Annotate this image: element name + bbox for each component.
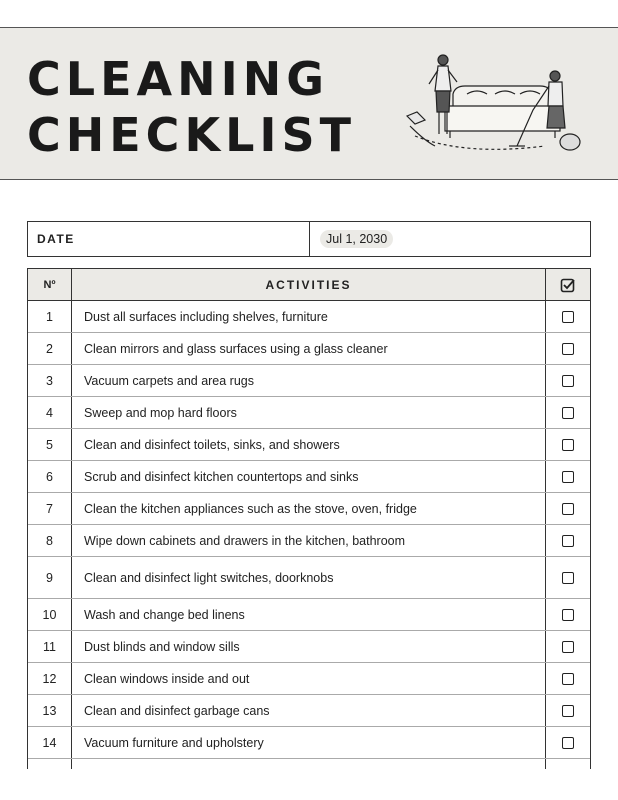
checkbox[interactable] bbox=[562, 737, 574, 749]
table-row bbox=[28, 429, 590, 461]
checkbox[interactable] bbox=[562, 407, 574, 419]
row-activity: Clean and disinfect light switches, doorknobs bbox=[72, 557, 546, 598]
row-activity: Dust blinds and window sills bbox=[72, 631, 546, 662]
row-activity: Scrub and disinfect kitchen countertops and sinks bbox=[72, 461, 546, 492]
row-activity: Dust all surfaces including shelves, furniture bbox=[72, 301, 546, 332]
table-row bbox=[28, 493, 590, 525]
table-row bbox=[28, 525, 590, 557]
table-row bbox=[28, 365, 590, 397]
cell-check bbox=[546, 759, 590, 769]
row-activity: Clean the kitchen appliances such as the stove, oven, fridge bbox=[72, 493, 546, 524]
row-check-cell bbox=[546, 695, 590, 726]
date-label: DATE bbox=[28, 222, 310, 256]
table-row-partial bbox=[28, 759, 590, 769]
row-activity: Sweep and mop hard floors bbox=[72, 397, 546, 428]
row-number: 1 bbox=[28, 301, 72, 332]
row-activity: Wash and change bed linens bbox=[72, 599, 546, 630]
table-row bbox=[28, 631, 590, 663]
page-title bbox=[27, 51, 356, 163]
row-activity: Vacuum carpets and area rugs bbox=[72, 365, 546, 396]
date-row bbox=[27, 221, 591, 257]
row-number: 9 bbox=[28, 557, 72, 598]
table-row bbox=[28, 557, 590, 599]
row-activity: Vacuum furniture and upholstery bbox=[72, 727, 546, 758]
row-check-cell bbox=[546, 397, 590, 428]
row-check-cell bbox=[546, 461, 590, 492]
table-row bbox=[28, 461, 590, 493]
checkbox[interactable] bbox=[562, 673, 574, 685]
checkbox[interactable] bbox=[562, 471, 574, 483]
cleaning-people-illustration bbox=[405, 46, 605, 161]
checkbox[interactable] bbox=[562, 503, 574, 515]
column-header-number: Nº bbox=[28, 269, 72, 300]
row-number: 14 bbox=[28, 727, 72, 758]
row-activity: Clean mirrors and glass surfaces using a glass cleaner bbox=[72, 333, 546, 364]
cell-number bbox=[28, 759, 72, 769]
row-activity: Wipe down cabinets and drawers in the kitchen, bathroom bbox=[72, 525, 546, 556]
row-check-cell bbox=[546, 631, 590, 662]
table-row bbox=[28, 663, 590, 695]
row-number: 10 bbox=[28, 599, 72, 630]
checkbox-checked-icon bbox=[560, 277, 576, 293]
row-number: 7 bbox=[28, 493, 72, 524]
checkbox[interactable] bbox=[562, 535, 574, 547]
table-row bbox=[28, 301, 590, 333]
row-check-cell bbox=[546, 525, 590, 556]
row-check-cell bbox=[546, 557, 590, 598]
checkbox[interactable] bbox=[562, 343, 574, 355]
checkbox[interactable] bbox=[562, 311, 574, 323]
row-number: 12 bbox=[28, 663, 72, 694]
row-number: 5 bbox=[28, 429, 72, 460]
row-number: 11 bbox=[28, 631, 72, 662]
row-check-cell bbox=[546, 429, 590, 460]
date-value-cell[interactable] bbox=[310, 222, 393, 256]
table-row bbox=[28, 397, 590, 429]
row-number: 3 bbox=[28, 365, 72, 396]
table-body bbox=[28, 301, 590, 759]
table-row bbox=[28, 599, 590, 631]
column-header-check bbox=[546, 269, 590, 300]
table-row bbox=[28, 695, 590, 727]
table-header bbox=[28, 269, 590, 301]
date-value[interactable]: Jul 1, 2030 bbox=[320, 230, 393, 248]
row-check-cell bbox=[546, 727, 590, 758]
table-row bbox=[28, 333, 590, 365]
row-activity: Clean and disinfect garbage cans bbox=[72, 695, 546, 726]
row-check-cell bbox=[546, 365, 590, 396]
header-banner bbox=[0, 27, 618, 180]
row-check-cell bbox=[546, 493, 590, 524]
column-header-activities: ACTIVITIES bbox=[72, 269, 546, 300]
checklist-table bbox=[27, 268, 591, 769]
table-row bbox=[28, 727, 590, 759]
cell-activity bbox=[72, 759, 546, 769]
checkbox[interactable] bbox=[562, 439, 574, 451]
row-number: 4 bbox=[28, 397, 72, 428]
row-check-cell bbox=[546, 301, 590, 332]
row-check-cell bbox=[546, 599, 590, 630]
title-line-2: CHECKLIST bbox=[27, 108, 357, 162]
row-check-cell bbox=[546, 663, 590, 694]
row-activity: Clean windows inside and out bbox=[72, 663, 546, 694]
row-number: 2 bbox=[28, 333, 72, 364]
row-number: 8 bbox=[28, 525, 72, 556]
row-activity: Clean and disinfect toilets, sinks, and showers bbox=[72, 429, 546, 460]
checkbox[interactable] bbox=[562, 641, 574, 653]
row-check-cell bbox=[546, 333, 590, 364]
row-number: 13 bbox=[28, 695, 72, 726]
checkbox[interactable] bbox=[562, 375, 574, 387]
checkbox[interactable] bbox=[562, 705, 574, 717]
checkbox[interactable] bbox=[562, 609, 574, 621]
checkbox[interactable] bbox=[562, 572, 574, 584]
title-line-1: CLEANING bbox=[27, 52, 329, 106]
row-number: 6 bbox=[28, 461, 72, 492]
